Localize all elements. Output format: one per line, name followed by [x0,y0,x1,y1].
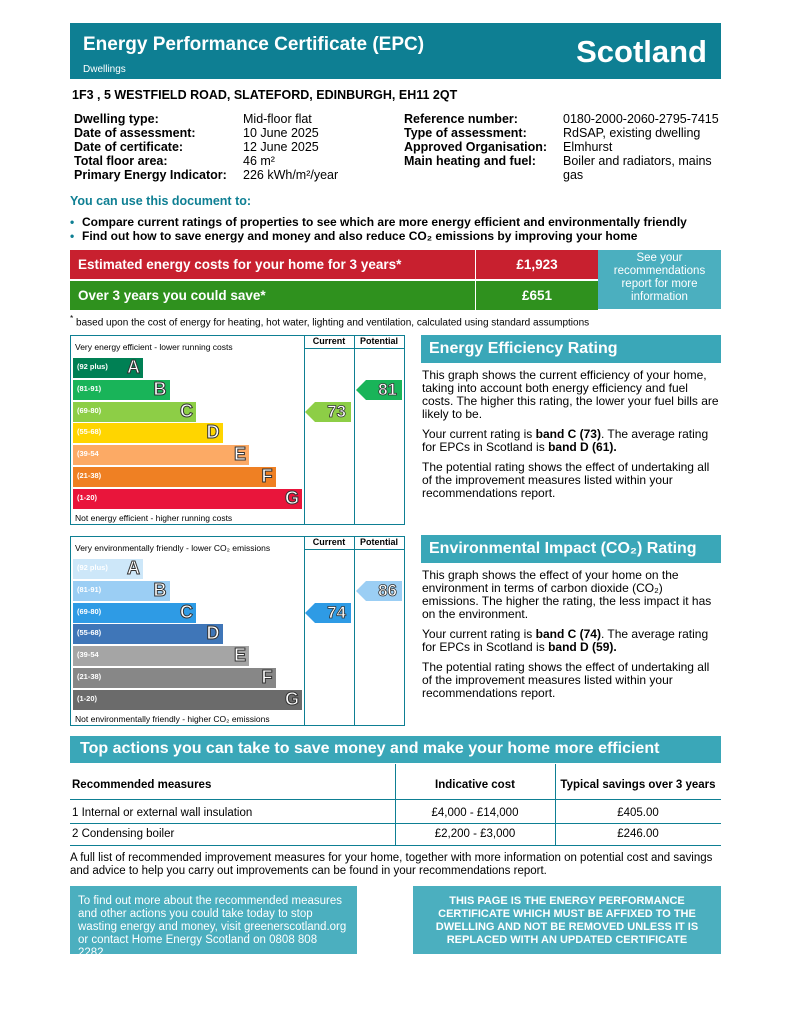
reference-number-value: 0180-2000-2060-2795-7415 [563,112,719,126]
see-recommendations-box: See your recommendations report for more information [598,250,721,309]
band-letter: G [284,487,299,508]
table-row-2-measure: 2 Condensing boiler [72,828,175,840]
primary-energy-value: 226 kWh/m²/year [243,168,339,182]
usage-bullet-1: • Compare current ratings of properties to see which are more energy efficient and environmentally friendly [70,215,687,229]
rating-band-g [73,690,302,710]
band-range: (39-54 [77,449,99,459]
energy-rating-text [422,369,722,507]
rating-band-f [73,467,276,487]
band-range: (92 plus) [77,563,108,572]
approved-org-value: Elmhurst [563,140,613,154]
savings-bar [70,281,475,310]
band-letter: C [180,400,193,421]
band-letter: E [233,645,246,666]
energy-paragraph-2: Your current rating is band C (73). The average rating for EPCs in Scotland is band D (61). [422,427,709,454]
band-letter: C [180,601,193,622]
env-paragraph-3: The potential rating shows the effect of undertaking all of the improvement measures listed within your recommendations report. [422,660,710,700]
table-row-1-measure: 1 Internal or external wall insulation [72,807,253,819]
rating-band-c [73,603,196,623]
rating-band-a [73,358,143,378]
table-row-1-cost: £4,000 - £14,000 [431,807,519,819]
band-range: (1-20) [77,492,98,502]
country-label: Scotland [576,34,707,69]
band-range: (81-91) [77,584,102,594]
band-letter: G [284,688,299,709]
dwelling-type-label: Dwelling type: [74,112,159,126]
band-letter: F [261,667,273,687]
table-row-2-cost: £2,200 - £3,000 [434,828,516,840]
floor-area-label: Total floor area: [74,154,168,168]
environmental-rating-text [422,569,722,707]
band-range: (92 plus) [77,362,108,371]
rating-band-f [73,668,276,688]
band-range: (21-38) [77,471,102,480]
approved-org-label: Approved Organisation: [404,140,548,154]
full-list-note: A full list of recommended improvement measures for your home, together with more information on potential cost and savings and advice to help you carry out improvements can be found in your recommendations report. [70,852,713,877]
current-column-header: Current [312,537,346,547]
cost-header: Indicative cost [435,779,515,791]
certificate-notice-box: THIS PAGE IS THE ENERGY PERFORMANCE CERTIFICATE WHICH MUST BE AFFIXED TO THE DWELLING AND NOT BE REMOVED UNLESS IT IS REPLACED WITH AN UPDATED CERTIFICATE [413,886,721,954]
band-range: (21-38) [77,672,102,681]
band-range: (55-68) [77,628,102,638]
current-rating-arrow: 74 [305,603,351,623]
current-rating-arrow: 73 [305,402,351,422]
band-letter: D [206,623,220,644]
rating-band-e [73,445,249,465]
savings-value: £651 [521,288,553,303]
certificate-date-value: 12 June 2025 [243,140,319,154]
band-letter: B [153,378,167,399]
usage-bullet-2: • Find out how to save energy and money and also reduce CO₂ emissions by improving your home [70,229,638,243]
heating-fuel-value-cont: gas [563,168,584,182]
rating-band-e [73,646,249,666]
dwelling-type-value: Mid-floor flat [243,112,312,126]
rating-band-b [73,380,170,400]
document-subtitle: Dwellings [83,64,126,75]
details-left [74,112,394,184]
header-banner [70,23,721,79]
chart-top-text: Very energy efficient - lower running costs [75,342,233,352]
rating-band-g [73,489,302,509]
document-title: Energy Performance Certificate (EPC) [83,34,425,55]
energy-paragraph-3: The potential rating shows the effect of undertaking all of the improvement measures listed within your recommendations report. [422,460,710,500]
band-letter: B [153,579,167,600]
env-paragraph-1: This graph shows the effect of your home on the environment in terms of carbon dioxide (CO₂) emissions. The higher the rating, the less impact it has on the environment. [422,568,712,621]
assessment-type-label: Type of assessment: [404,126,527,140]
measures-header: Recommended measures [72,779,212,791]
potential-rating-arrow: 81 [356,380,402,400]
rating-band-c [73,402,196,422]
savings-header: Typical savings over 3 years [560,779,716,791]
property-address: 1F3 , 5 WESTFIELD ROAD, SLATEFORD, EDINBURGH, EH11 2QT [72,88,458,102]
floor-area-value: 46 m² [243,154,275,168]
band-range: (69-80) [77,405,102,415]
rating-band-d [73,423,223,443]
band-letter: E [233,444,246,465]
estimated-cost-bar [70,250,475,279]
primary-energy-label: Primary Energy Indicator: [74,168,227,182]
band-letter: D [206,422,220,443]
band-range: (1-20) [77,693,98,703]
heating-fuel-label: Main heating and fuel: [404,154,536,168]
band-range: (55-68) [77,427,102,437]
assessment-date-value: 10 June 2025 [243,126,319,140]
certificate-date-label: Date of certificate: [74,140,184,154]
heating-fuel-value: Boiler and radiators, mains [563,154,712,168]
estimated-cost-cell [476,250,598,279]
rating-band-a [73,559,143,579]
cost-footnote: * based upon the cost of energy for heating, hot water, lighting and ventilation, calculated using standard assumptions [70,313,590,329]
usage-bullets [70,215,687,243]
potential-column-header: Potential [359,537,398,547]
band-letter: A [127,558,140,578]
savings-cell [476,281,598,310]
band-range: (69-80) [77,606,102,616]
chart-bottom-text: Not energy efficient - higher running costs [75,513,233,523]
band-range: (81-91) [77,383,102,393]
table-row-2-savings: £246.00 [617,828,659,840]
environmental-impact-chart [70,536,405,726]
energy-rating-heading: Energy Efficiency Rating [421,335,721,363]
potential-rating-arrow: 86 [356,581,402,601]
band-range: (39-54 [77,650,99,660]
current-column-header: Current [312,336,346,346]
savings-label: Over 3 years you could save* [78,288,266,303]
env-paragraph-2: Your current rating is band C (74). The average rating for EPCs in Scotland is band D (59). [422,627,709,654]
energy-paragraph-1: This graph shows the current efficiency of your home, taking into account both energy efficiency and fuel costs. The higher this rating, the lower your fuel bills are likely to be. [422,368,719,421]
recommendations-table [70,764,721,846]
environmental-rating-heading: Environmental Impact (CO₂) Rating [421,535,721,563]
reference-number-label: Reference number: [404,112,518,126]
band-letter: A [127,357,140,377]
assessment-date-label: Date of assessment: [74,126,196,140]
top-actions-heading: Top actions you can take to save money and make your home more efficient [70,736,721,763]
energy-efficiency-chart [70,335,405,525]
potential-column-header: Potential [359,336,398,346]
chart-bottom-text: Not environmentally friendly - higher CO₂ emissions [75,714,270,724]
rating-band-b [73,581,170,601]
estimated-cost-value: £1,923 [516,257,558,272]
rating-band-d [73,624,223,644]
usage-heading: You can use this document to: [70,194,252,208]
chart-top-text: Very environmentally friendly - lower CO₂ emissions [75,543,271,553]
table-row-1-savings: £405.00 [617,807,659,819]
more-info-box: To find out more about the recommended measures and other actions you could take today to stop wasting energy and money, visit greenerscotland.org or contact Home Energy Scotland on 0808 808 2282. [70,886,357,954]
estimated-cost-label: Estimated energy costs for your home for 3 years* [78,257,402,272]
details-right [404,112,724,184]
assessment-type-value: RdSAP, existing dwelling [563,126,701,140]
band-letter: F [261,466,273,486]
